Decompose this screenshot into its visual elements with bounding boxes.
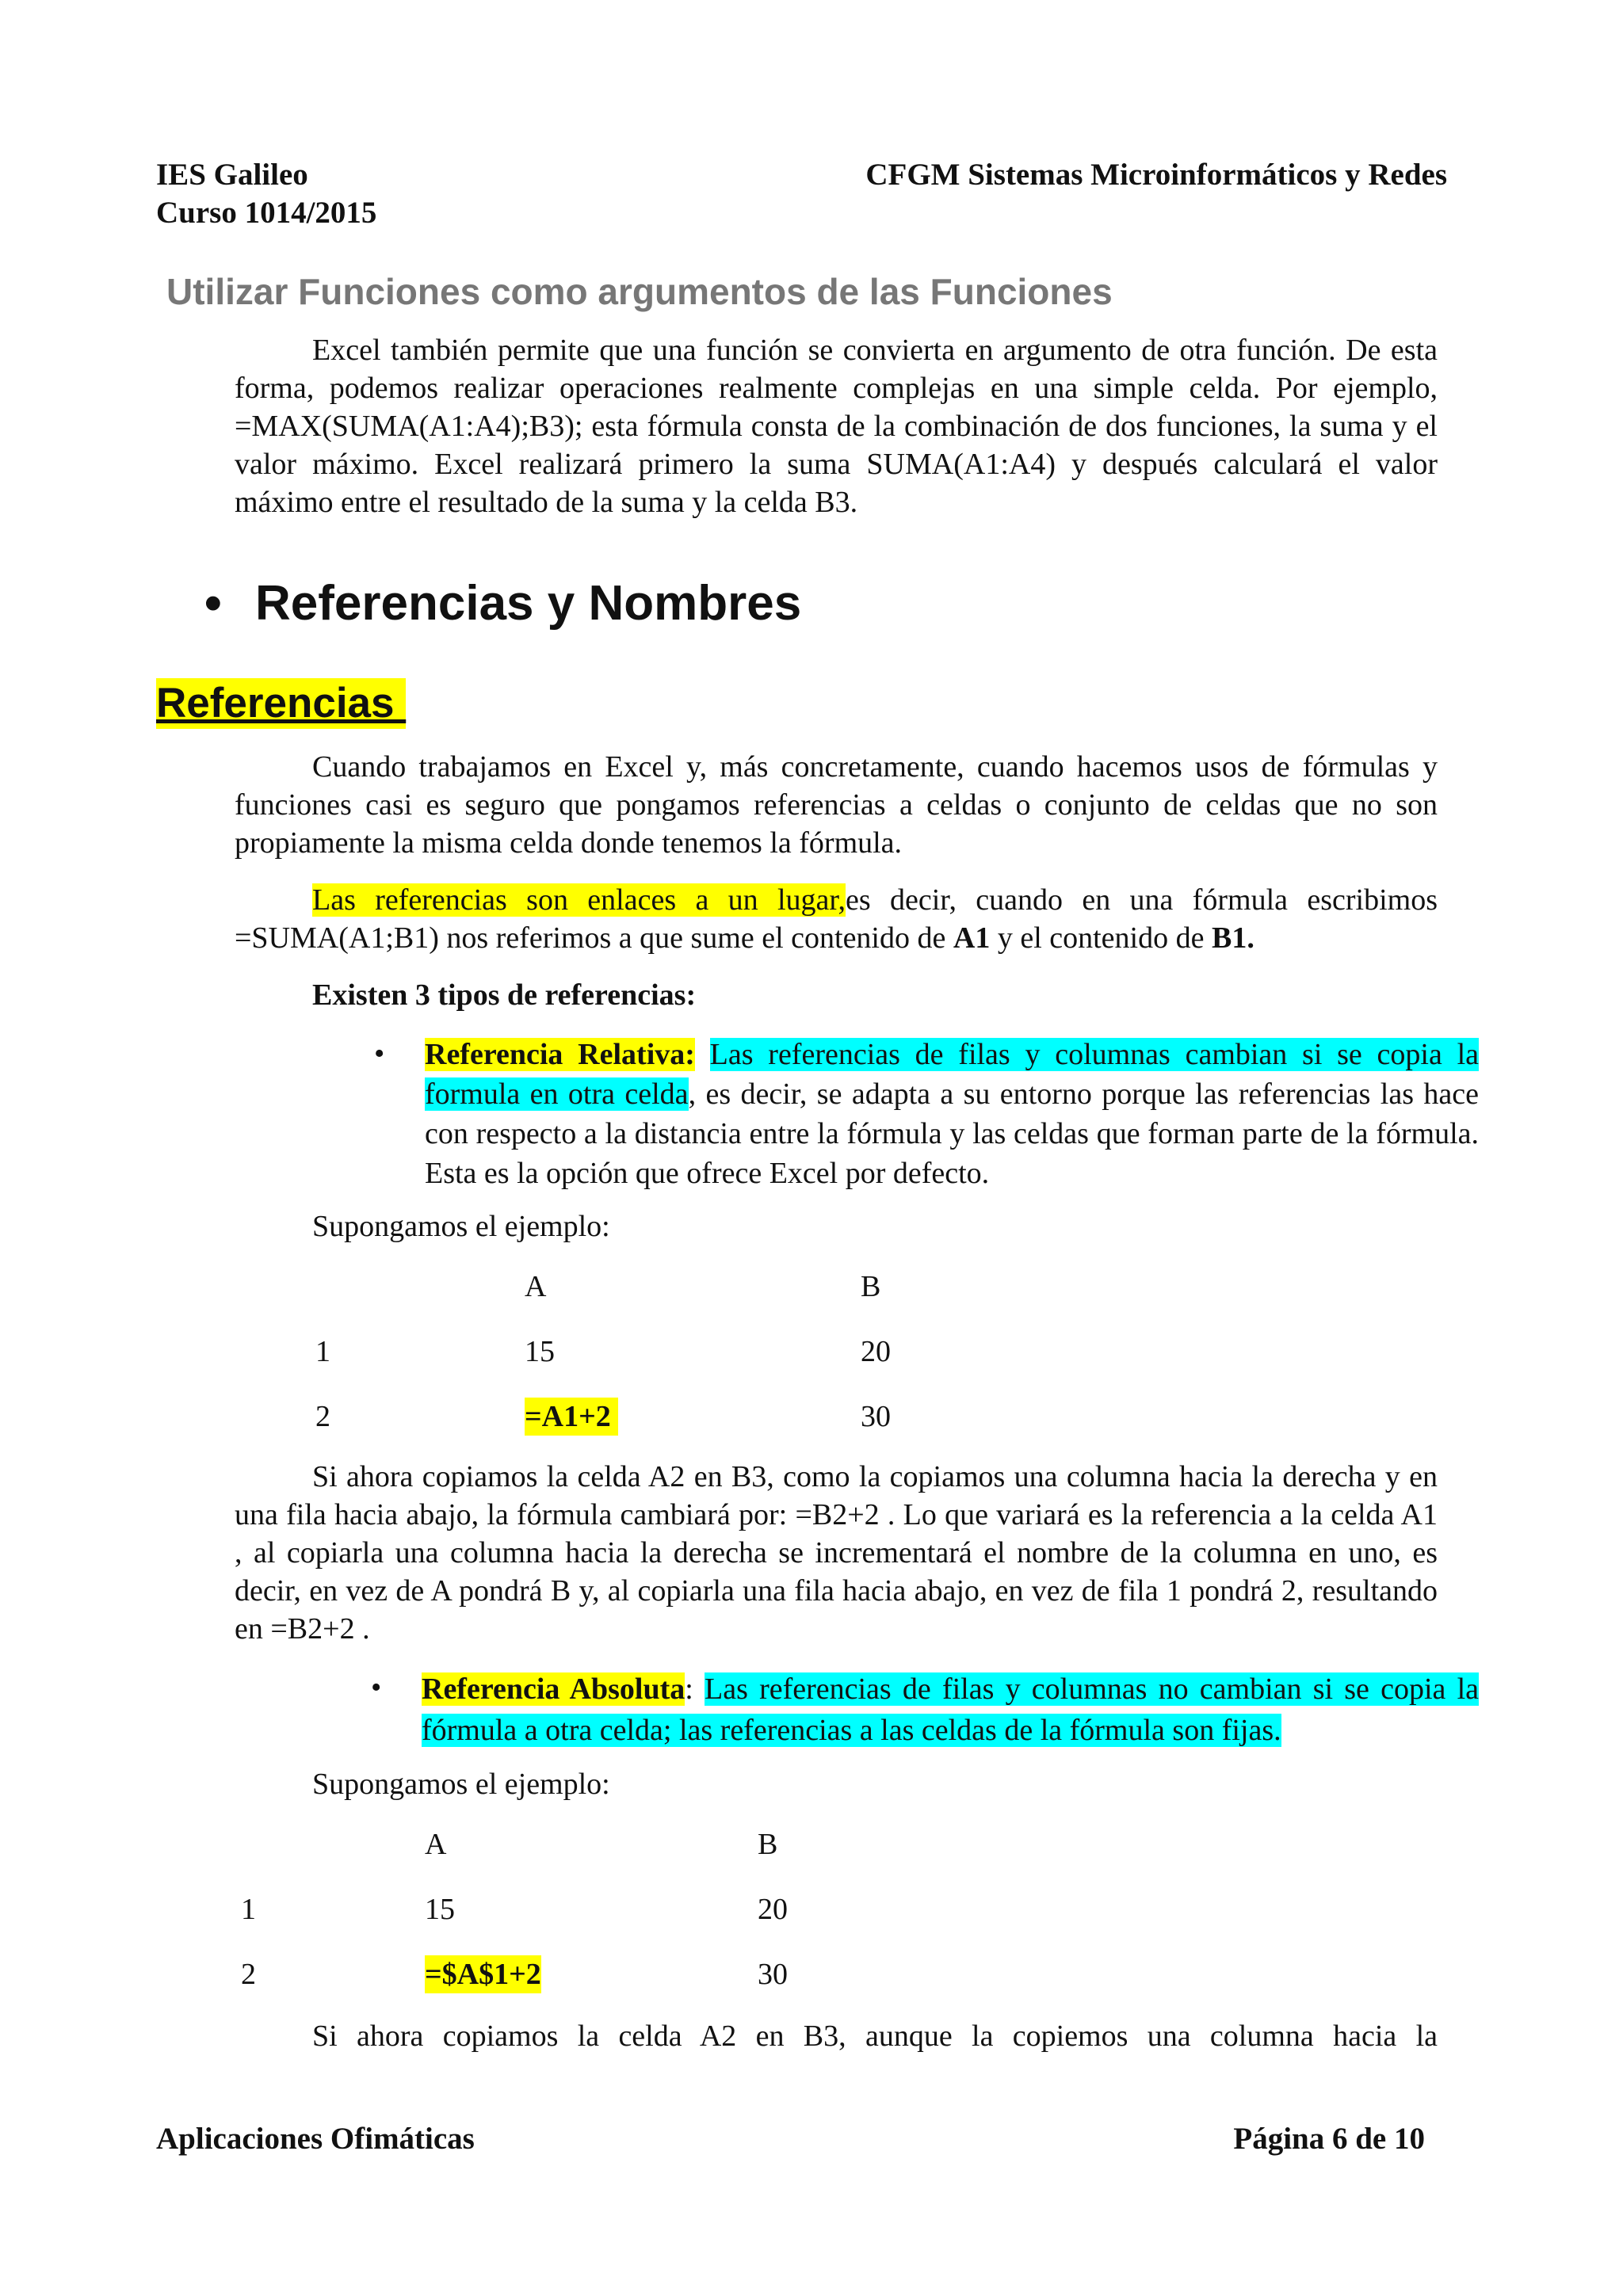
- footer-subject: Aplicaciones Ofimáticas: [156, 2122, 475, 2156]
- header-course: Curso 1014/2015: [156, 196, 377, 230]
- types-heading: Existen 3 tipos de referencias:: [312, 978, 697, 1012]
- table-cell: 15: [425, 1893, 455, 1926]
- table-header-b: B: [758, 1828, 778, 1861]
- paragraph-references-intro: Cuando trabajamos en Excel y, más concretamente, cuando hacemos usos de fórmulas y funciones casi es seguro que pongamos referencias a celdas o conjunto de celdas que no son propiamente la misma celda donde tenemos la fórmula.: [235, 750, 1438, 860]
- table-row-number: 1: [315, 1335, 330, 1368]
- text-segment: [695, 1038, 710, 1071]
- bullet-symbol: •: [204, 576, 222, 631]
- table-row-number: 1: [241, 1893, 256, 1926]
- relative-reference-item: [425, 1035, 1479, 1193]
- table-cell: 15: [525, 1335, 555, 1368]
- paragraph-functions-as-arguments: Excel también permite que una función se convierta en argumento de otra función. De esta forma, podemos realizar operaciones realmente complejas en una simple celda. Por ejemplo, =MAX(SUMA(A1:A4);B3); esta fórmula consta de la combinación de dos funciones, la suma y el valor máximo. Excel realizará primero la suma SUMA(A1:A4) y después calculará el valor máximo entre el resultado de la suma y la celda B3.: [235, 334, 1438, 519]
- footer-page-number: Página 6 de 10: [1233, 2122, 1425, 2156]
- header-school: IES Galileo: [156, 158, 308, 192]
- text-segment: es decir, cuando en una fórmula escribimos =SUMA(A1;B1) nos referimos a que sume el contenido de: [235, 883, 1438, 955]
- text-segment: y el contenido de: [990, 921, 1212, 955]
- section-title-functions-as-arguments: Utilizar Funciones como argumentos de las Funciones: [166, 271, 1113, 312]
- text-bold-a1: A1: [953, 921, 991, 955]
- table-cell-formula: =$A$1+2: [425, 1955, 541, 1993]
- example-intro: Supongamos el ejemplo:: [312, 1210, 610, 1243]
- header-program: CFGM Sistemas Microinformáticos y Redes: [865, 158, 1447, 192]
- bullet-symbol: •: [371, 1671, 382, 1704]
- paragraph-relative-explanation: Si ahora copiamos la celda A2 en B3, como la copiamos una columna hacia la derecha y en una fila hacia abajo, la fórmula cambiará por: =B2+2 . Lo que variará es la referencia a la celda A1 , al copiarla una columna hacia la derecha se incrementará el nombre de la columna en uno, es decir, en vez de A pondrá B y, al copiarla una fila hacia abajo, en vez de fila 1 pondrá 2, resultando en =B2+2 .: [235, 1460, 1438, 1646]
- table-row-number: 2: [241, 1958, 256, 1991]
- section-title-referencias: Referencias: [156, 678, 406, 729]
- paragraph-absolute-explanation: Si ahora copiamos la celda A2 en B3, aunque la copiemos una columna hacia la: [312, 2019, 1438, 2053]
- text-segment: :: [685, 1672, 705, 1706]
- label-absolute-reference: Referencia Absoluta: [422, 1672, 685, 1706]
- table-cell-formula: =A1+2: [525, 1398, 618, 1436]
- table-cell: 20: [758, 1893, 788, 1926]
- bullet-symbol: •: [374, 1037, 385, 1070]
- example-intro: Supongamos el ejemplo:: [312, 1768, 610, 1801]
- table-header-b: B: [861, 1270, 881, 1303]
- table-header-a: A: [525, 1270, 547, 1303]
- table-cell: 30: [758, 1958, 788, 1991]
- text-segment: , es decir, se adapta a su entorno porque las referencias las hace con respecto a la distancia entre la fórmula y las celdas que forman parte de la fórmula. Esta es la opción que ofrece Excel por defecto.: [425, 1077, 1480, 1190]
- highlight-absolute-definition: Las referencias de filas y columnas no cambian si se copia la fórmula a otra celda; las referencias a las celdas de la fórmula son fijas.: [422, 1672, 1480, 1747]
- paragraph-references-definition: [235, 881, 1438, 957]
- highlight-references-definition: Las referencias son enlaces a un lugar,: [312, 883, 846, 917]
- table-header-a: A: [425, 1828, 447, 1861]
- section-title-referencias-nombres: Referencias y Nombres: [255, 576, 802, 631]
- table-row-number: 2: [315, 1400, 330, 1433]
- table-cell: 30: [861, 1400, 891, 1433]
- highlight-relative-definition: Las referencias de filas y columnas cambian si se copia la formula en otra celda: [425, 1038, 1480, 1111]
- label-relative-reference: Referencia Relativa:: [425, 1038, 695, 1071]
- absolute-reference-item: [422, 1669, 1479, 1751]
- table-cell: 20: [861, 1335, 891, 1368]
- text-bold-b1: B1.: [1211, 921, 1254, 955]
